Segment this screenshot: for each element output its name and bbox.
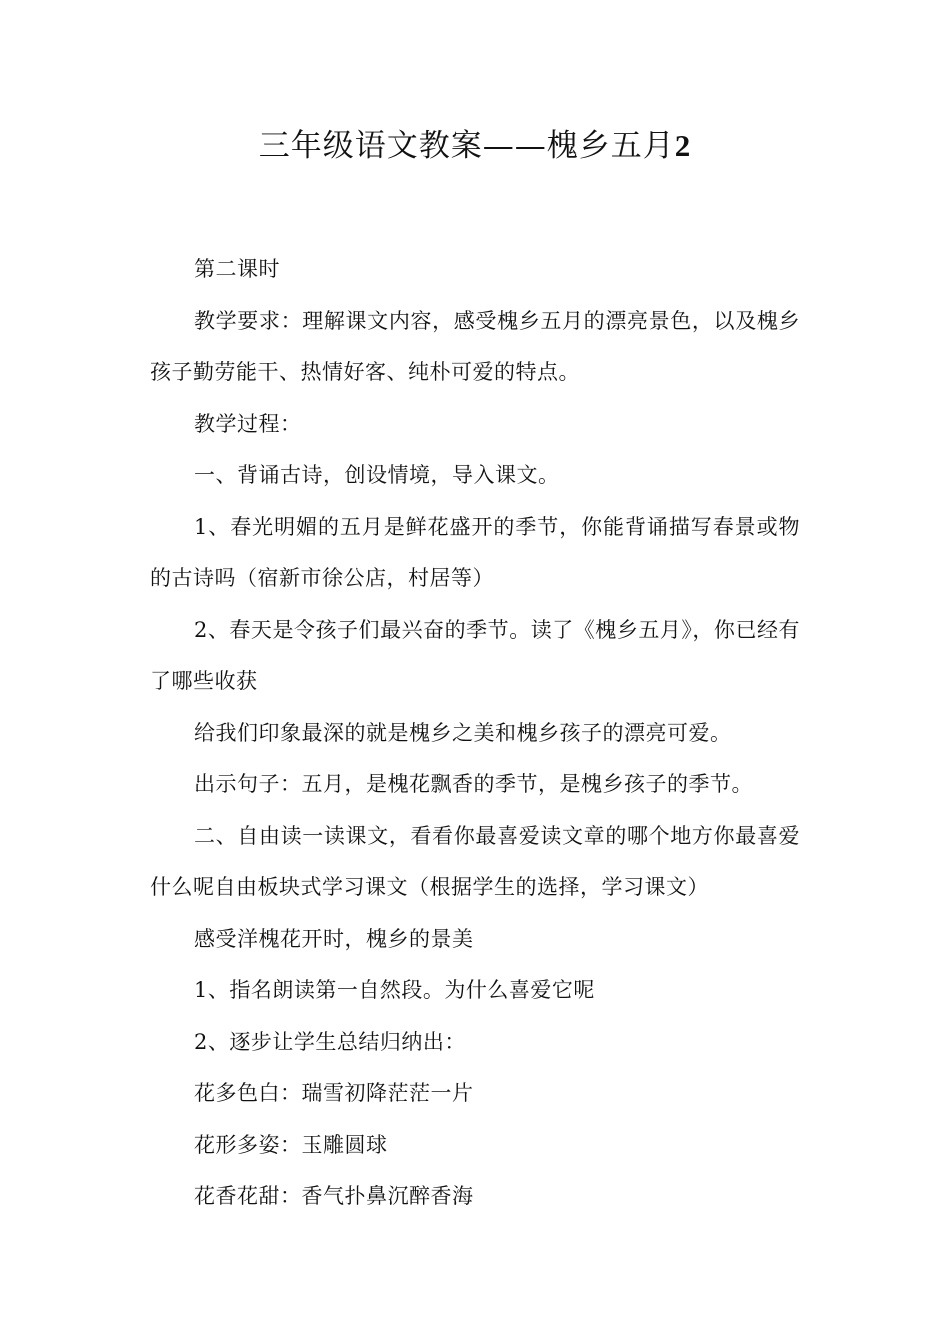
paragraph: 花多色白：瑞雪初降茫茫一片 — [194, 1081, 474, 1105]
paragraph: 出示句子：五月，是槐花飘香的季节，是槐乡孩子的季节。 — [194, 772, 753, 796]
paragraph: 第二课时 — [194, 257, 280, 281]
document-title — [0, 124, 950, 168]
paragraph: 2、春天是令孩子们最兴奋的季节。读了《槐乡五月》，你已经有了哪些收获 — [150, 617, 800, 693]
paragraph: 花香花甜：香气扑鼻沉醉香海 — [194, 1184, 474, 1208]
document-body — [150, 244, 800, 1223]
paragraph: 1、春光明媚的五月是鲜花盛开的季节，你能背诵描写春景或物的古诗吗（宿新市徐公店，村居等） — [150, 514, 800, 590]
paragraph: 花形多姿：玉雕圆球 — [194, 1132, 388, 1157]
paragraph: 一、背诵古诗，创设情境，导入课文。 — [194, 463, 560, 487]
paragraph: 2、逐步让学生总结归纳出： — [194, 1029, 466, 1054]
paragraph: 感受洋槐花开时，槐乡的景美 — [194, 926, 474, 951]
paragraph: 1、指名朗读第一自然段。为什么喜爱它呢 — [194, 978, 595, 1002]
paragraph: 二、自由读一读课文，看看你最喜爱读文章的哪个地方你最喜爱什么呢自由板块式学习课文（根据学生的选择，学习课文） — [150, 823, 800, 899]
paragraph: 给我们印象最深的就是槐乡之美和槐乡孩子的漂亮可爱。 — [194, 720, 732, 745]
title-text: 三年级语文教案——槐乡五月 — [258, 128, 675, 164]
paragraph: 教学过程： — [194, 411, 302, 436]
title-number: 2 — [674, 128, 692, 163]
paragraph: 教学要求：理解课文内容，感受槐乡五月的漂亮景色，以及槐乡孩子勤劳能干、热情好客、纯朴可爱的特点。 — [150, 308, 800, 384]
